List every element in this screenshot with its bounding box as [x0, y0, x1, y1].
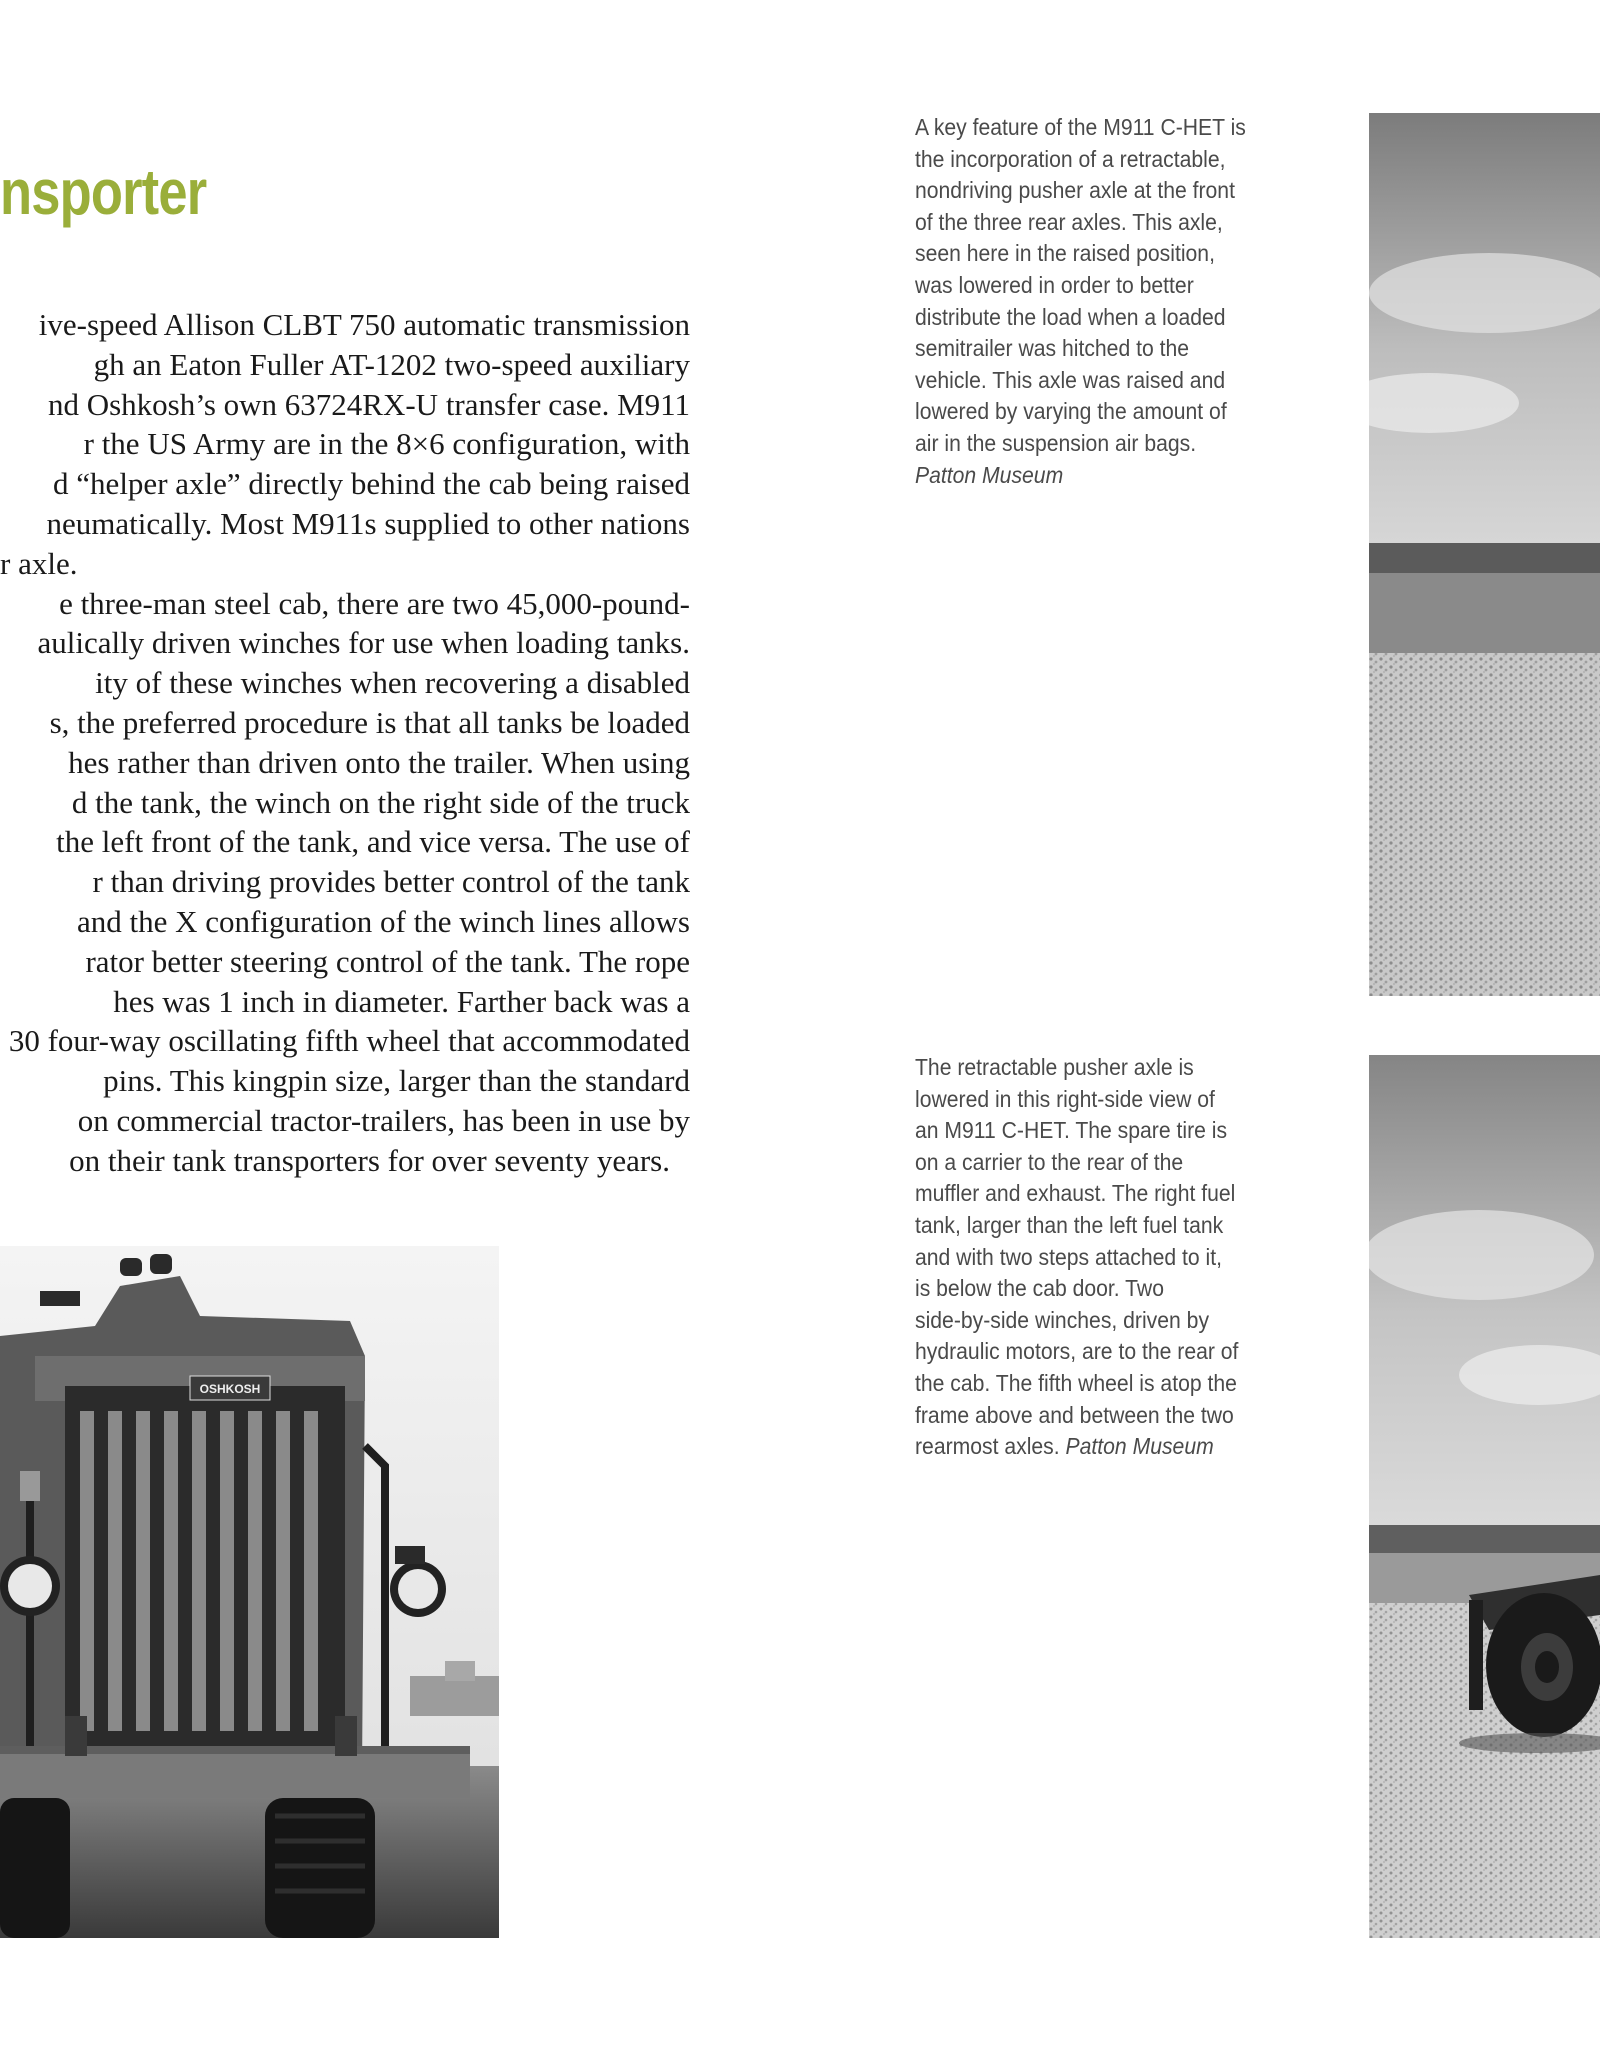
caption-line: nondriving pusher axle at the front	[915, 177, 1235, 204]
caption-line: seen here in the raised position,	[915, 240, 1215, 267]
section-heading: nsporter	[0, 156, 207, 228]
body-text-line: on commercial tractor-trailers, has been in use by	[77, 1102, 690, 1138]
body-text-line: gh an Eaton Fuller AT-1202 two-speed auxiliary	[93, 346, 690, 382]
body-text-line: hes rather than driven onto the trailer. When using	[68, 744, 690, 780]
caption-line: air in the suspension air bags.	[915, 429, 1197, 456]
body-text	[0, 305, 690, 1181]
truck-side-photo-lowered-axle	[1369, 1055, 1600, 1938]
body-text-line: d “helper axle” directly behind the cab being raised	[53, 466, 690, 502]
caption-line: of the three rear axles. This axle,	[915, 208, 1223, 235]
body-text-line: rator better steering control of the tank. The rope	[85, 943, 690, 979]
caption-line: hydraulic motors, are to the rear of	[915, 1338, 1239, 1365]
body-text-line: e three-man steel cab, there are two 45,000-pound-	[59, 585, 690, 621]
caption-line: was lowered in order to better	[915, 271, 1194, 298]
caption-line: distribute the load when a loaded	[915, 303, 1226, 330]
body-text-line: ive-speed Allison CLBT 750 automatic transmission	[38, 307, 690, 342]
body-text-line: pins. This kingpin size, larger than the standard	[103, 1063, 690, 1099]
truck-front-photo	[0, 1246, 499, 1938]
body-text-line: nd Oshkosh’s own 63724RX-U transfer case. M911	[47, 386, 690, 422]
body-text-line: s, the preferred procedure is that all tanks be loaded	[49, 704, 690, 740]
body-text-line: the left front of the tank, and vice versa. The use of	[56, 824, 690, 860]
caption-line: the incorporation of a retractable,	[915, 145, 1226, 172]
photo-credit: Patton Museum	[1065, 1433, 1214, 1460]
truck-side-photo-raised-axle	[1369, 113, 1600, 996]
caption-line: side-by-side winches, driven by	[915, 1306, 1210, 1333]
caption-line: semitrailer was hitched to the	[915, 335, 1190, 362]
photo-credit: Patton Museum	[915, 461, 1064, 488]
caption-text: rearmost axles.	[915, 1433, 1060, 1460]
body-text-line: hes was 1 inch in diameter. Farther back was a	[113, 983, 690, 1019]
body-text-line: r than driving provides better control of the tank	[92, 864, 690, 900]
body-text-line: 30 four-way oscillating fifth wheel that accommodated	[8, 1023, 690, 1059]
caption-right-side-view	[915, 1052, 1283, 1463]
caption-line: muffler and exhaust. The right fuel	[915, 1180, 1236, 1207]
body-text-line: r axle.	[0, 545, 78, 581]
caption-line: The retractable pusher axle is	[915, 1054, 1194, 1080]
body-text-line: d the tank, the winch on the right side of the truck	[71, 784, 690, 820]
body-text-line: on their tank transporters for over seventy years.	[69, 1142, 670, 1178]
oshkosh-badge: OSHKOSH	[199, 1382, 261, 1396]
body-text-line: aulically driven winches for use when loading tanks.	[37, 625, 690, 661]
caption-raised-axle	[915, 112, 1283, 491]
caption-line: vehicle. This axle was raised and	[915, 366, 1226, 393]
caption-line: frame above and between the two	[915, 1401, 1234, 1428]
caption-line: on a carrier to the rear of the	[915, 1148, 1184, 1175]
caption-line: tank, larger than the left fuel tank	[915, 1211, 1224, 1238]
caption-line: and with two steps attached to it,	[915, 1243, 1223, 1270]
caption-line: A key feature of the M911 C-HET is	[915, 114, 1246, 140]
body-text-line: r the US Army are in the 8×6 configuration, with	[83, 426, 690, 462]
caption-line: the cab. The fifth wheel is atop the	[915, 1369, 1237, 1396]
body-text-line: and the X configuration of the winch lines allows	[77, 903, 690, 939]
body-text-line: neumatically. Most M911s supplied to other nations	[46, 505, 690, 541]
body-text-line: ity of these winches when recovering a disabled	[95, 665, 690, 701]
caption-line: lowered in this right-side view of	[915, 1085, 1215, 1112]
caption-line	[915, 1431, 1283, 1463]
caption-line: an M911 C-HET. The spare tire is	[915, 1117, 1228, 1144]
caption-line: lowered by varying the amount of	[915, 398, 1227, 425]
caption-line: is below the cab door. Two	[915, 1275, 1164, 1302]
